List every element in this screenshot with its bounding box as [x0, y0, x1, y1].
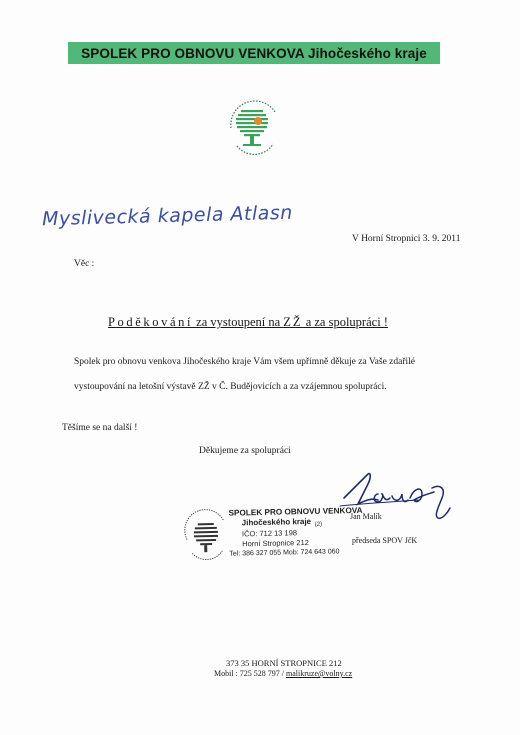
closing-note: Těšíme se na další !: [62, 423, 138, 433]
stamp-region: Jihočeského kraje: [241, 516, 312, 528]
organization-stamp: [181, 503, 363, 568]
signatory-name: Jan Malík: [350, 512, 382, 521]
signatory-role: předseda SPOV JčK: [352, 536, 418, 545]
organization-logo-icon: [223, 94, 287, 158]
stamp-phone: Tel: 386 327 055 Mob: 724 643 060: [229, 548, 340, 558]
title-for-performance: za vystoupení na: [193, 315, 284, 329]
title-cooperation: a za spolupráci !: [302, 315, 388, 329]
title-zz: ZŽ: [283, 315, 303, 329]
title-thanks: Poděkování: [108, 315, 194, 329]
body-line-1: Spolek pro obnovu venkova Jihočeského kraje Vám všem upřímně děkuje za Vaše zdařilé: [74, 357, 416, 367]
stamp-logo-icon: [181, 509, 234, 562]
stamp-ico: IČO: 712 13 198: [241, 528, 298, 539]
stamp-code: (2): [314, 521, 323, 528]
letterhead-banner: SPOLEK PRO OBNOVU VENKOVA Jihočeského kraje: [68, 42, 440, 64]
body-line-2: vystoupování na letošní výstavě ZŽ v Č. Budějovicích a za vzájemnou spolupráci.: [74, 382, 387, 392]
footer-mobile: Mobil : 725 528 797 /: [214, 669, 287, 678]
stamp-address: Horní Stropnice 212: [242, 538, 309, 549]
footer-address: 373 35 HORNÍ STROPNICE 212: [226, 658, 342, 668]
place-date: V Horní Stropnici 3. 9. 2011: [352, 234, 461, 244]
thanks-line: Děkujeme za spolupráci: [199, 446, 291, 456]
subject-label: Věc :: [74, 259, 95, 269]
stamp-org-name: SPOLEK PRO OBNOVU VENKOVA: [228, 505, 363, 518]
footer-email-link[interactable]: malikruze@volny.cz: [286, 669, 353, 678]
footer-contact: [214, 669, 352, 678]
letter-title: [108, 315, 388, 330]
letter-body: [74, 350, 454, 400]
recipient-handwritten: Myslivecká kapela Atlasn: [41, 201, 294, 231]
